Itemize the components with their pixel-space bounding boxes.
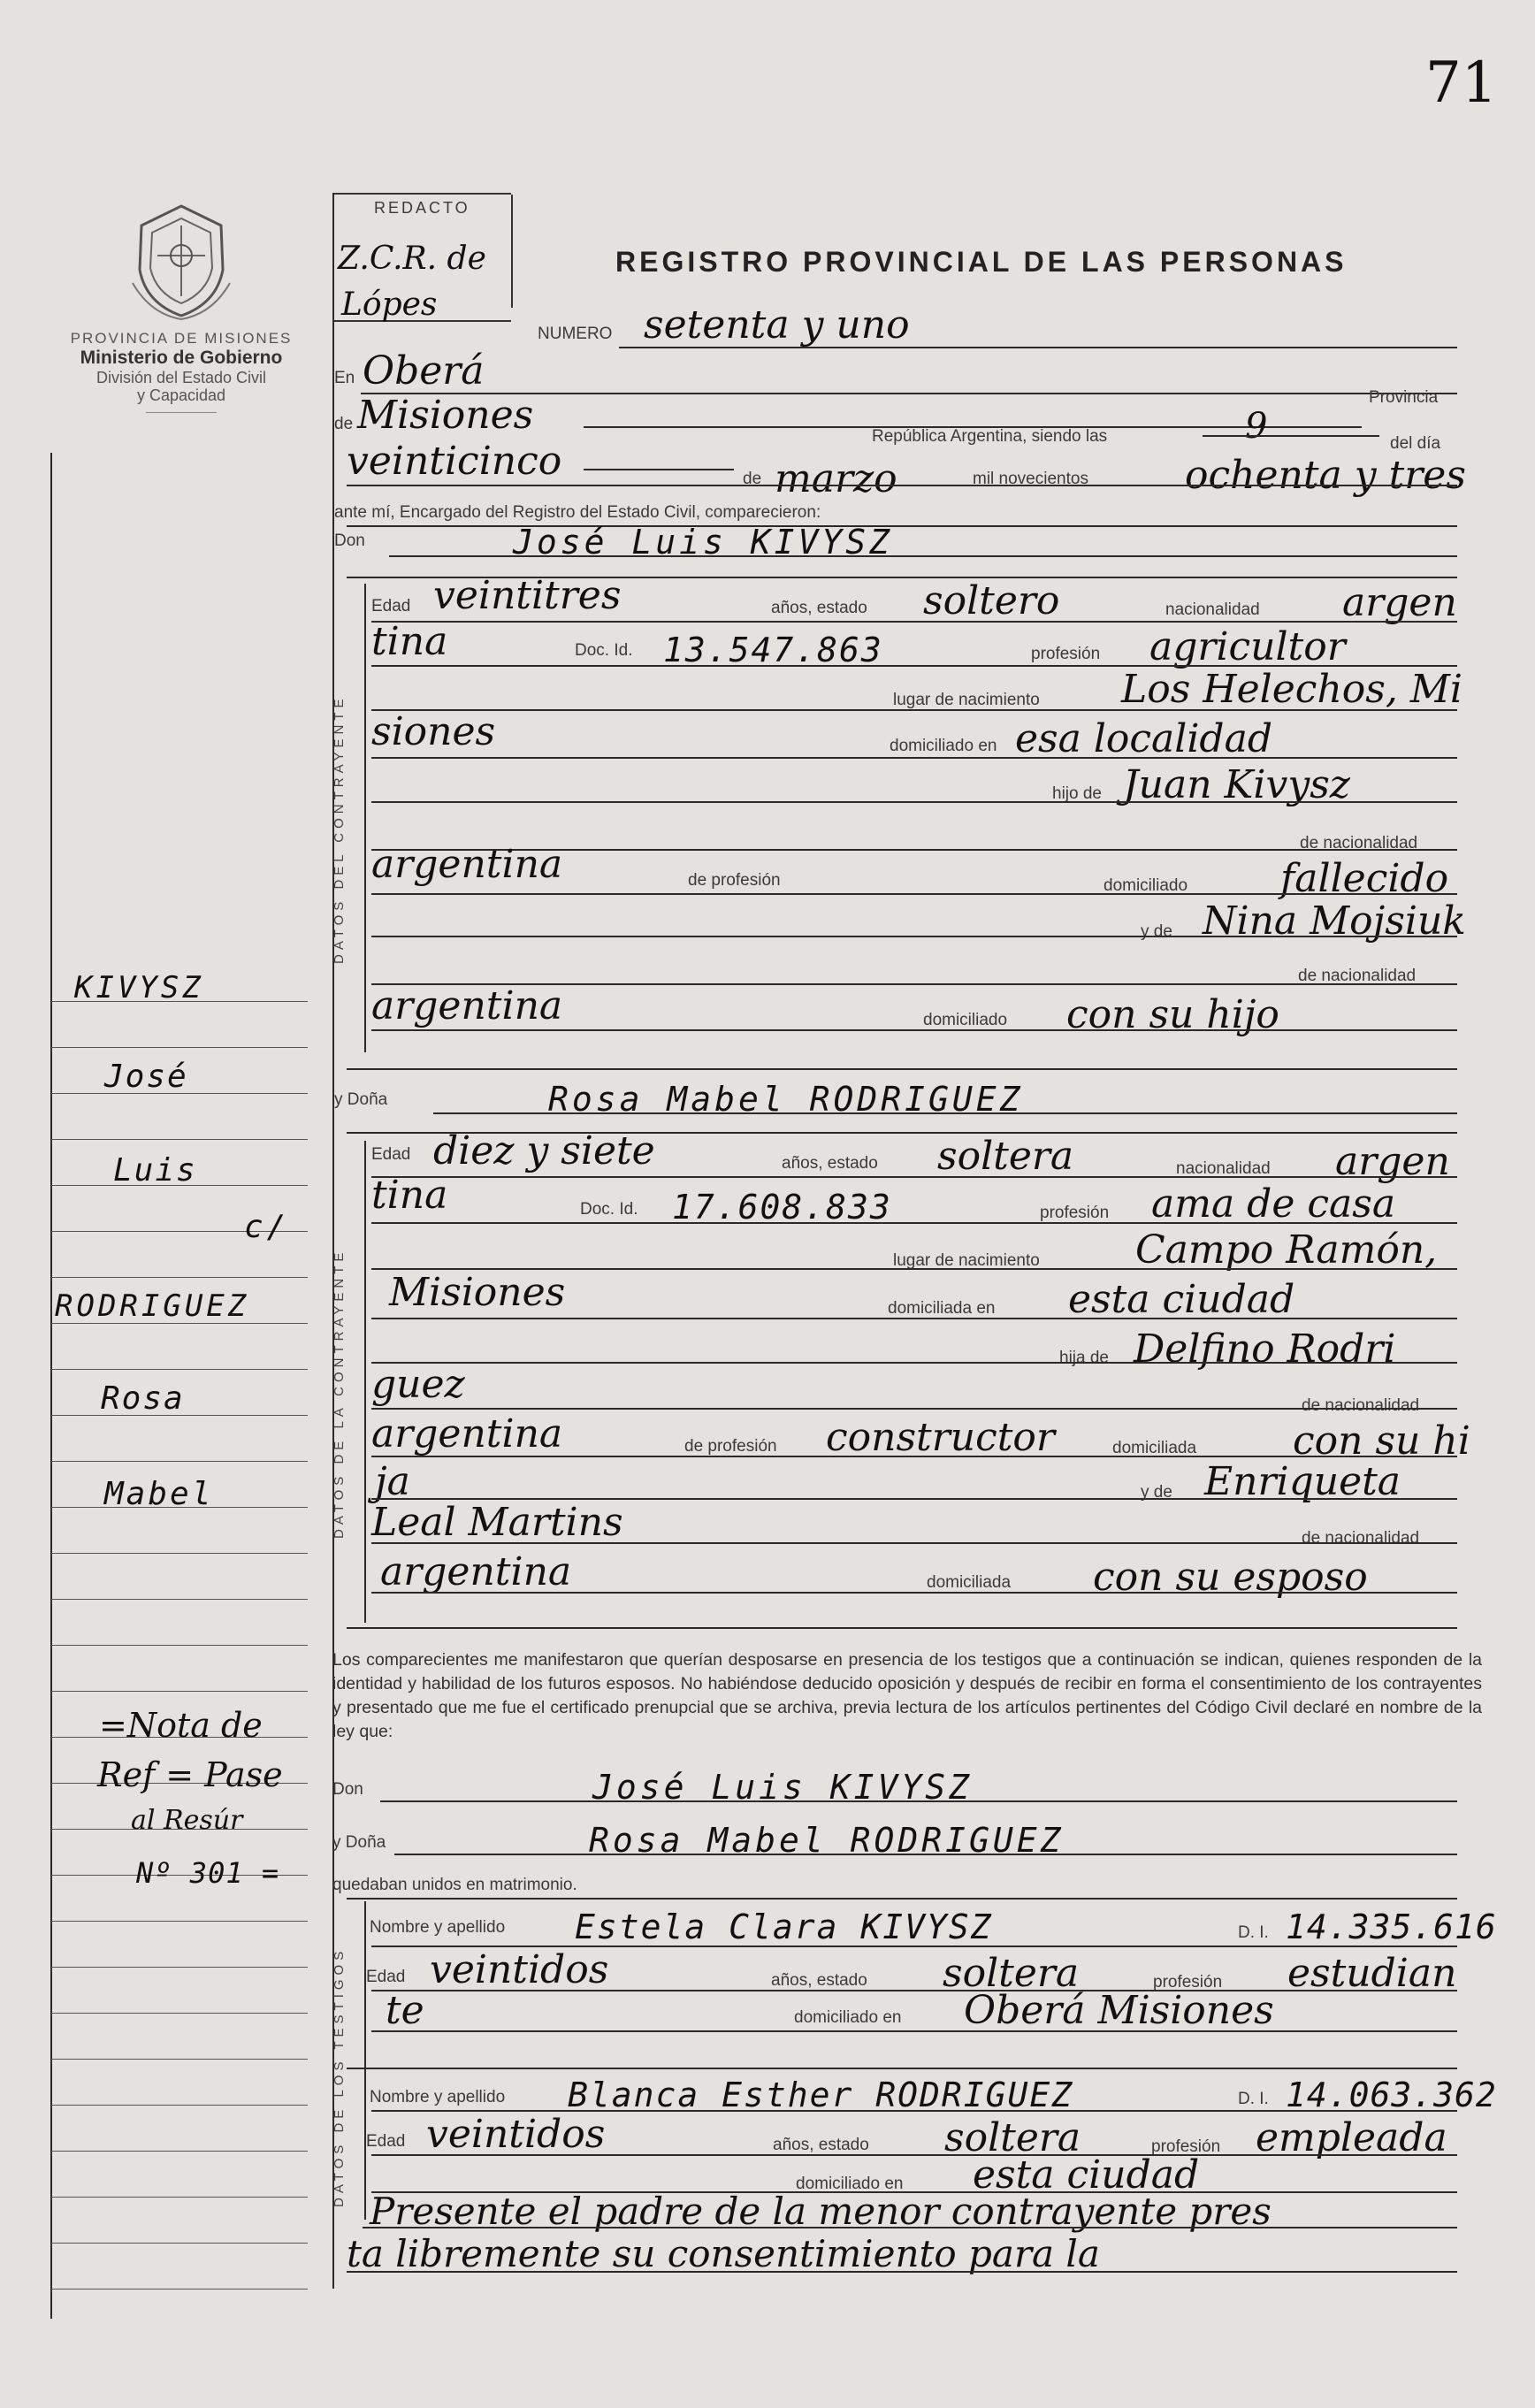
page-number: 71	[1425, 50, 1498, 116]
w2-anos-estado-label: años, estado	[773, 2136, 869, 2154]
bride-age: diez y siete	[433, 1128, 655, 1173]
witnesses-section-label: DATOS DE LOS TESTIGOS	[332, 1946, 347, 2207]
margin-first-4: Mabel	[104, 1476, 214, 1512]
w2-nombre-label: Nombre y apellido	[370, 2088, 506, 2106]
groom-father-nationality: argentina	[371, 842, 563, 887]
don-label: Don	[334, 531, 365, 550]
w2-domicile: esta ciudad	[973, 2152, 1200, 2198]
y-dona-label: y Doña	[334, 1090, 388, 1109]
mil-label: mil novecientos	[973, 470, 1088, 488]
w1-profession-2: te	[386, 1988, 424, 2033]
groom-hijo-label: hijo de	[1052, 784, 1102, 803]
margin-note-3: al Resúr	[131, 1805, 243, 1836]
bride-father: Delfino Rodri	[1134, 1326, 1396, 1372]
w1-status: soltera	[943, 1951, 1080, 1996]
bride-mother-domicile: con su esposo	[1093, 1555, 1368, 1600]
groom-profesion-label: profesión	[1031, 645, 1101, 663]
ministry-label: Ministerio de Gobierno	[80, 347, 283, 368]
w1-domiciliado-label: domiciliado en	[794, 2008, 902, 2027]
bride-nationality-2: tina	[371, 1173, 448, 1218]
decl-closing: quedaban unidos en matrimonio.	[332, 1876, 577, 1894]
w1-edad-label: Edad	[366, 1968, 406, 1986]
w1-doc: 14.335.616	[1286, 1907, 1497, 1946]
w2-edad-label: Edad	[366, 2132, 406, 2151]
bride-nationality: argen	[1335, 1139, 1450, 1184]
bride-father-domicile: con su hi	[1293, 1418, 1470, 1464]
city: Oberá	[363, 348, 485, 394]
groom-edad-label: Edad	[371, 597, 411, 615]
bride-y-de-label: y de	[1141, 1483, 1172, 1502]
groom-lugar-label: lugar de nacimiento	[893, 691, 1040, 709]
decl-bride-name: Rosa Mabel RODRIGUEZ	[589, 1821, 1065, 1860]
groom-doc: 13.547.863	[663, 631, 883, 669]
bride-de-nacionalidad-label-2: de nacionalidad	[1302, 1529, 1420, 1548]
w1-nombre-label: Nombre y apellido	[370, 1918, 506, 1937]
bride-lugar-label: lugar de nacimiento	[893, 1251, 1040, 1270]
bride-hija-label: hija de	[1059, 1349, 1109, 1367]
bride-anos-estado-label: años, estado	[782, 1154, 878, 1173]
de-label-2: de	[743, 470, 762, 488]
bride-mother: Enriqueta	[1204, 1459, 1401, 1504]
groom-domiciliado-label: domiciliado en	[890, 737, 997, 755]
w1-anos-estado-label: años, estado	[771, 1971, 867, 1990]
w2-profession: empleada	[1256, 2115, 1447, 2160]
bride-status: soltera	[937, 1134, 1074, 1179]
bride-profesion-label: profesión	[1040, 1204, 1110, 1222]
redacto-label: REDACTO	[374, 199, 470, 217]
groom-doc-label: Doc. Id.	[575, 641, 633, 660]
bride-father-domicile-2: ja	[375, 1459, 410, 1504]
bride-father-profession: constructor	[826, 1415, 1055, 1460]
bride-father-nationality: argentina	[371, 1411, 563, 1456]
page-title: REGISTRO PROVINCIAL DE LAS PERSONAS	[615, 246, 1348, 278]
en-label: En	[334, 369, 355, 387]
numero-label: NUMERO	[538, 325, 613, 343]
w1-name: Estela Clara KIVYSZ	[575, 1907, 993, 1946]
republica-label: República Argentina, siendo las	[872, 427, 1108, 446]
groom-profession: agricultor	[1149, 624, 1346, 669]
groom-mother-nationality: argentina	[371, 983, 563, 1028]
margin-first-3: Rosa	[101, 1380, 185, 1417]
w2-doc: 14.063.362	[1286, 2075, 1497, 2114]
bride-section-label: DATOS DE LA CONTRAYENTE	[332, 1248, 347, 1539]
division-label: División del Estado Civil	[95, 368, 267, 386]
del-dia-label: del día	[1390, 434, 1441, 453]
bride-mother-2: Leal Martins	[371, 1500, 623, 1545]
bride-nacionalidad-label: nacionalidad	[1176, 1159, 1271, 1178]
bride-name: Rosa Mabel RODRIGUEZ	[548, 1080, 1024, 1119]
groom-nacionalidad-label: nacionalidad	[1165, 600, 1260, 619]
groom-de-profesion-label: de profesión	[688, 871, 781, 890]
groom-domiciliado-label-2: domiciliado	[1104, 876, 1188, 895]
w1-di-label: D. I.	[1238, 1923, 1269, 1942]
groom-domicile: esa localidad	[1015, 716, 1272, 761]
decl-groom-name: José Luis KIVYSZ	[592, 1768, 974, 1807]
bride-domiciliada-label-3: domiciliada	[927, 1573, 1012, 1592]
margin-note-1: =Nota de	[99, 1706, 263, 1745]
w2-status: soltera	[944, 2115, 1081, 2160]
bride-domiciliada-label-2: domiciliada	[1112, 1439, 1197, 1457]
groom-mother: Nina Mojsiuk	[1203, 898, 1466, 944]
province-value: Misiones	[357, 393, 534, 438]
provincia-label: Provincia	[1369, 388, 1439, 407]
groom-father: Juan Kivysz	[1123, 762, 1350, 807]
w1-profesion-label: profesión	[1153, 1973, 1223, 1991]
w2-age: veintidos	[426, 2112, 606, 2157]
capacity-label: y Capacidad	[136, 386, 226, 405]
w1-profession: estudian	[1287, 1951, 1457, 1996]
year: ochenta y tres	[1185, 453, 1466, 498]
groom-name: José Luis KIVYSZ	[513, 523, 894, 562]
coat-of-arms-icon	[124, 199, 239, 323]
groom-de-nacionalidad-label-2: de nacionalidad	[1298, 967, 1417, 985]
note-line-1: Presente el padre de la menor contrayente pres	[370, 2190, 1272, 2233]
margin-note-2: Ref = Pase	[97, 1755, 283, 1794]
w1-age: veintidos	[430, 1947, 609, 1992]
margin-surname-2: RODRIGUEZ	[55, 1288, 250, 1324]
margin-surname: KIVYSZ	[74, 970, 204, 1005]
bride-profession: ama de casa	[1151, 1181, 1396, 1227]
groom-nationality-2: tina	[371, 619, 448, 664]
province-label: PROVINCIA DE MISIONES	[70, 330, 293, 347]
ante-mi-text: ante mí, Encargado del Registro del Estado Civil, comparecieron:	[334, 503, 821, 522]
w2-domiciliado-label: domiciliado en	[796, 2175, 904, 2193]
numero-value: setenta y uno	[644, 302, 910, 348]
bride-domicile: esta ciudad	[1068, 1277, 1295, 1322]
bride-doc-label: Doc. Id.	[580, 1200, 638, 1219]
bride-de-profesion-label: de profesión	[684, 1437, 777, 1456]
margin-conj: c/	[244, 1209, 290, 1245]
bride-edad-label: Edad	[371, 1145, 411, 1164]
w2-di-label: D. I.	[1238, 2090, 1269, 2108]
redacto-value: Z.C.R. de	[338, 241, 486, 277]
month: marzo	[775, 456, 897, 501]
groom-mother-domicile: con su hijo	[1066, 992, 1279, 1037]
groom-anos-estado-label: años, estado	[771, 599, 867, 617]
de-label: de	[334, 415, 354, 433]
decl-y-dona-label: y Doña	[332, 1833, 386, 1852]
groom-age: veintitres	[433, 573, 622, 618]
w2-name: Blanca Esther RODRIGUEZ	[568, 2075, 1074, 2114]
groom-status: soltero	[923, 578, 1060, 623]
w1-domicile: Oberá Misiones	[964, 1988, 1274, 2033]
redacto-box	[332, 193, 511, 322]
bride-doc: 17.608.833	[672, 1188, 892, 1227]
bride-birthplace: Campo Ramón,	[1135, 1227, 1438, 1273]
groom-nationality: argen	[1342, 580, 1457, 625]
bride-mother-nationality: argentina	[380, 1549, 572, 1594]
groom-de-nacionalidad-label: de nacionalidad	[1300, 834, 1418, 852]
note-line-2: ta libremente su consentimiento para la	[347, 2232, 1100, 2275]
bride-de-nacionalidad-label: de nacionalidad	[1302, 1396, 1420, 1415]
groom-section-label: DATOS DEL CONTRAYENTE	[332, 694, 347, 964]
groom-birthplace: Los Helechos, Mi	[1121, 667, 1462, 712]
redacto-value-2: Lópes	[341, 287, 438, 323]
margin-note-4: Nº 301 =	[136, 1856, 280, 1890]
groom-birthplace-2: siones	[371, 709, 496, 754]
groom-father-domicile: fallecido	[1280, 856, 1449, 901]
groom-y-de-label: y de	[1141, 922, 1172, 941]
hour: 9	[1245, 406, 1268, 447]
decl-don-label: Don	[332, 1780, 363, 1799]
declaration-text: Los comparecientes me manifestaron que querían desposarse en presencia de los testigos que a continuación se indican, quienes responden de la identidad y habilidad de los futuros esposos. No habiéndose deducido oposición y después de recibir en forma el consentimiento de los contrayentes y presentado que me fue el certificado prenupcial que se archiva, previa lectura de los artículos pertinentes del Código Civil declaré en nombre de la ley que:	[332, 1650, 1482, 1741]
bride-father-2: guez	[371, 1362, 465, 1407]
bride-domiciliada-label: domiciliada en	[888, 1299, 996, 1318]
groom-domiciliado-label-3: domiciliado	[923, 1011, 1008, 1029]
margin-first-2: Luis	[113, 1152, 197, 1189]
day: veinticinco	[347, 439, 562, 484]
w2-profesion-label: profesión	[1151, 2137, 1221, 2156]
bride-birthplace-2: Misiones	[389, 1270, 566, 1315]
margin-first-1: José	[104, 1059, 188, 1095]
